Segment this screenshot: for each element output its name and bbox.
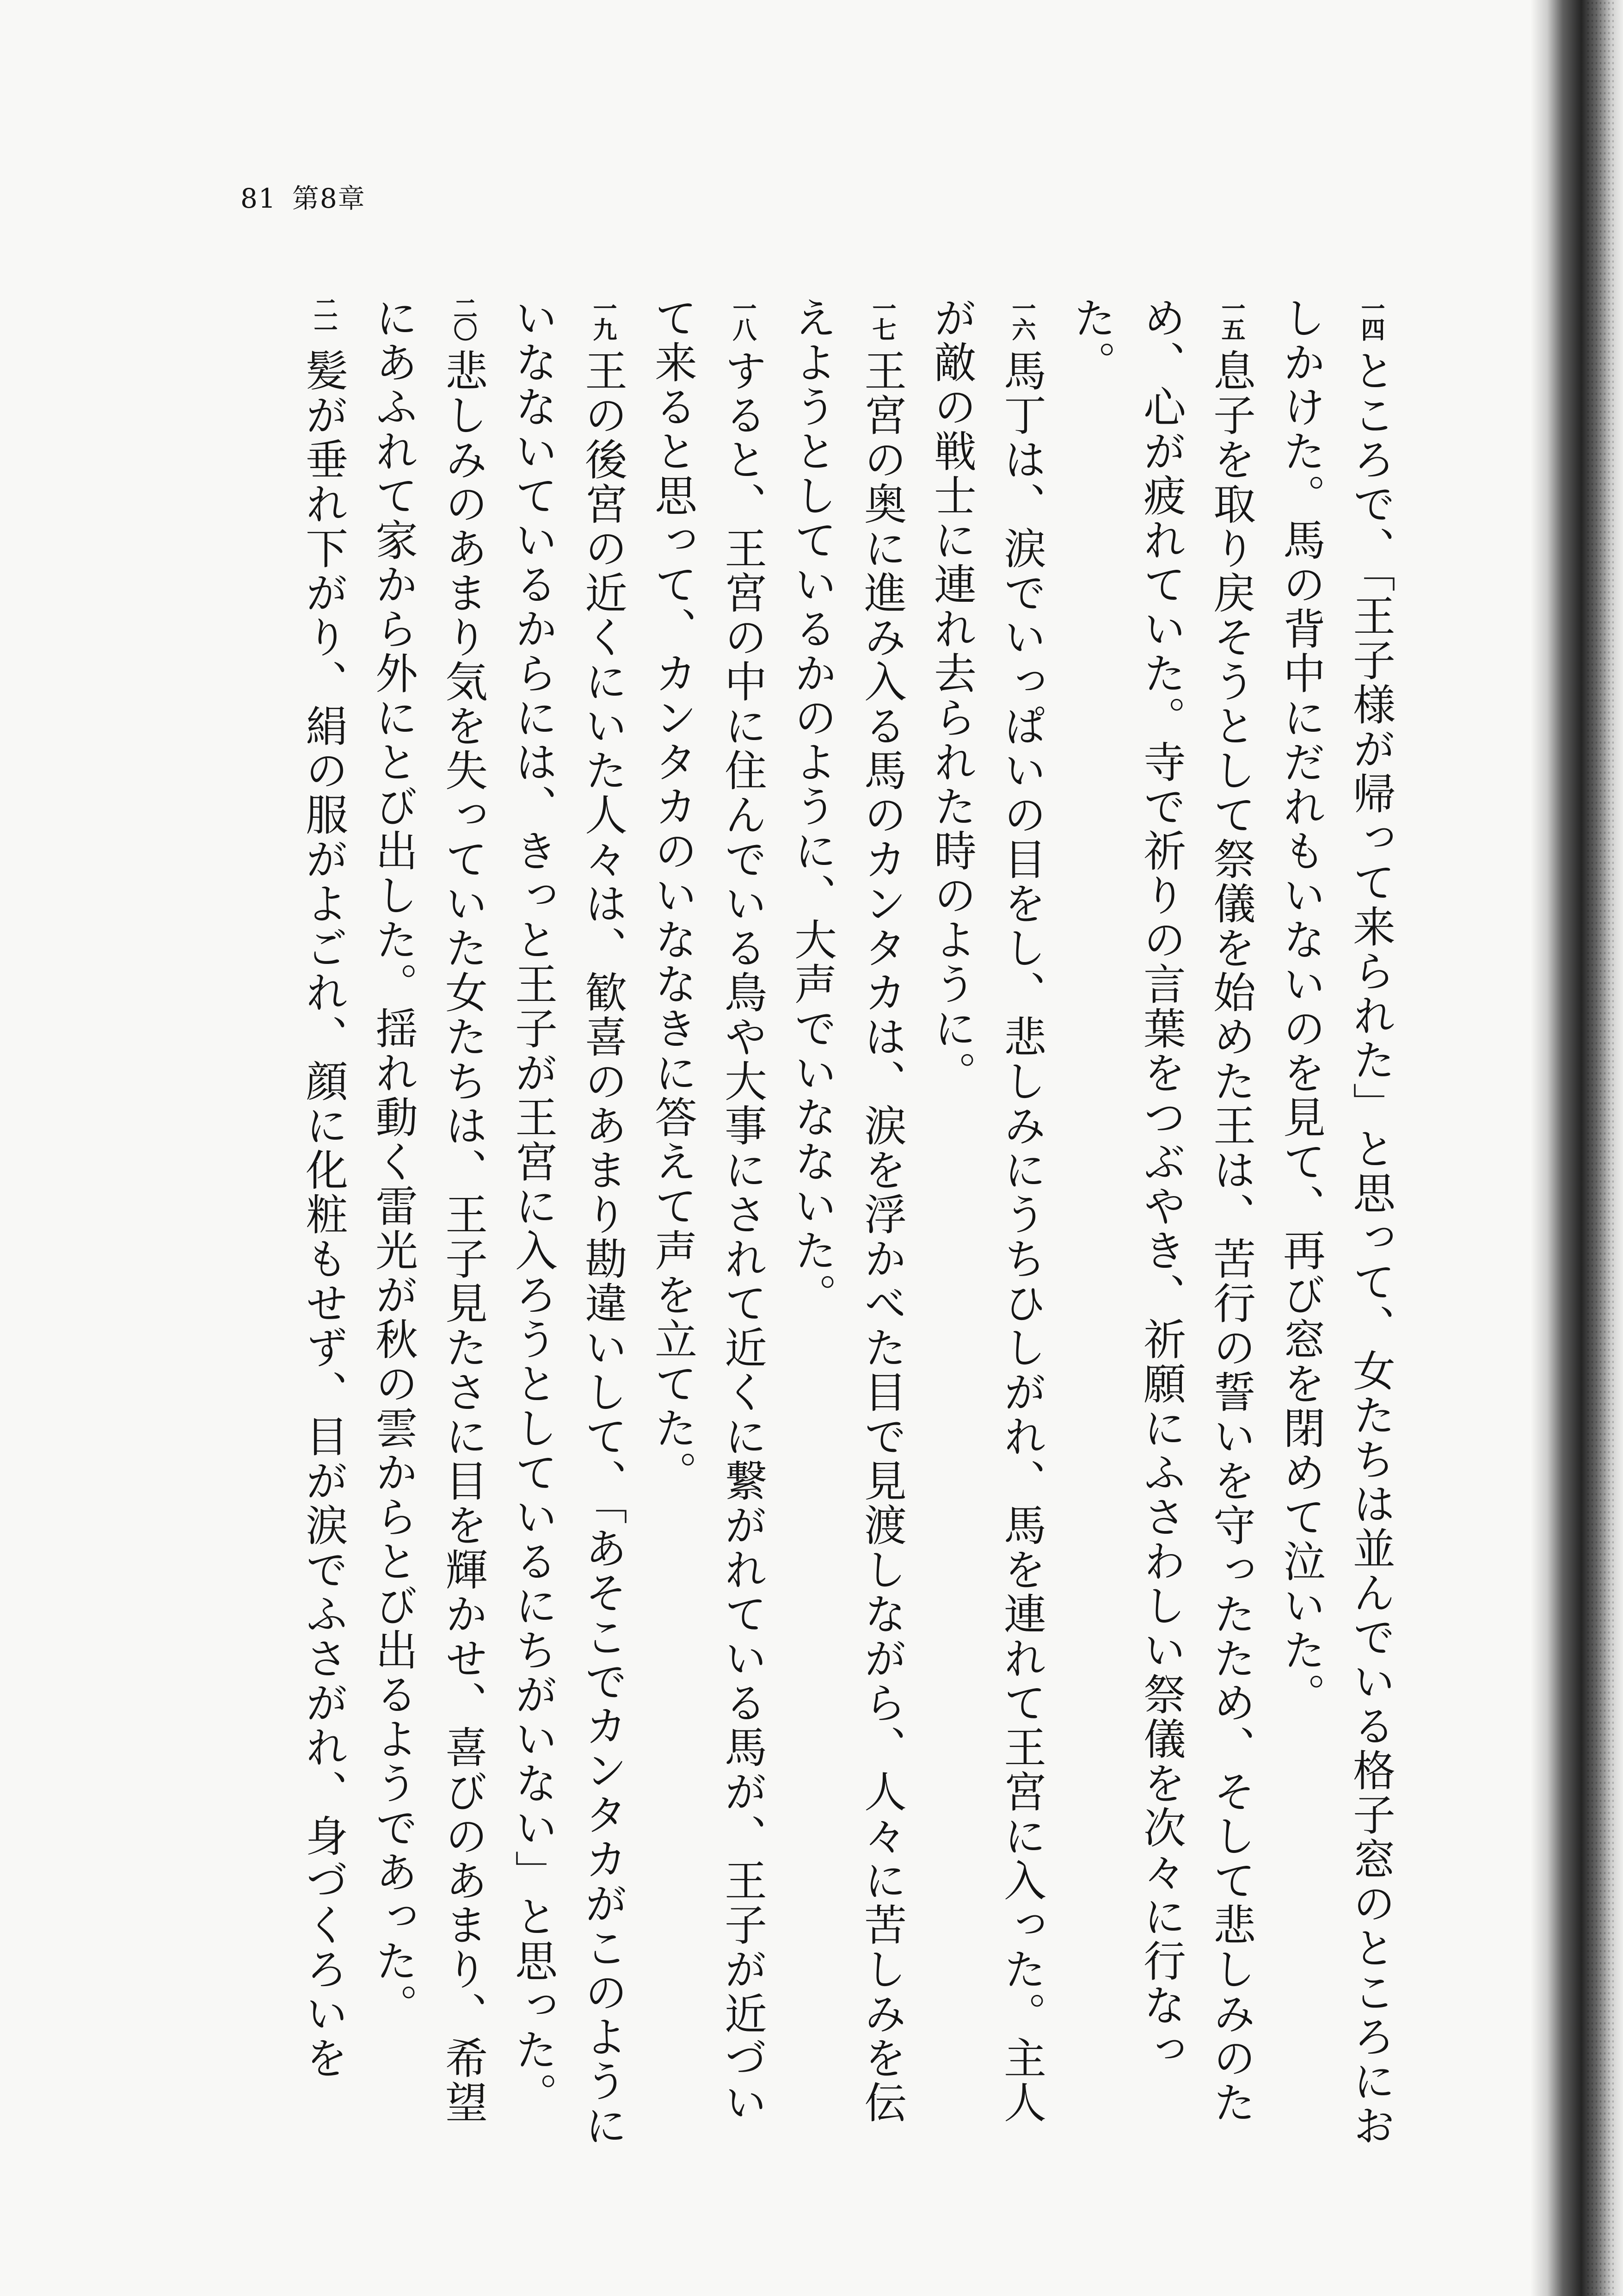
page-header	[240, 185, 366, 212]
verse-text: 王の後宮の近くにいた人々は、歓喜のあまり勘違いして、「あそこでカンタカがこのようにいなないているからには、きっと王子が王宮に入ろうとしているにちがいない」と思った。	[508, 296, 627, 2148]
verse-text: 髪が垂れ下がり、絹の服がよごれ、顔に化粧もせず、目が涙でふさがれ、身づくろいを	[299, 349, 348, 2080]
verse-18	[638, 296, 777, 2151]
chapter-title: 第8章	[292, 183, 366, 214]
verse-15	[1057, 296, 1266, 2151]
verse-20	[358, 296, 498, 2151]
page-number: 81	[240, 183, 277, 214]
verse-text: 王宮の奥に進み入る馬のカンタカは、涙を浮かべた目で見渡しながら、人々に苦しみを伝えようとしているかのように、大声でいなないた。	[787, 296, 907, 2125]
verse-text: すると、王宮の中に住んでいる鳥や大事にされて近くに繋がれている馬が、王子が近づいて来ると思って、カンタカのいななきに答えて声を立てた。	[648, 296, 767, 2125]
verse-text: 息子を取り戻そうとして祭儀を始めた王は、苦行の誓いを守ったため、そして悲しみのため、心が疲れていた。寺で祈りの言葉をつぶやき、祈願にふさわしい祭儀を次々に行なった。	[1067, 296, 1256, 2125]
verse-number: 一五	[1217, 296, 1245, 339]
verse-number: 一七	[868, 296, 896, 339]
verse-text: 悲しみのあまり気を失っていた女たちは、王子見たさに目を輝かせ、喜びのあまり、希望にあふれて家から外にとび出した。揺れ動く雷光が秋の雲からとび出るようであった。	[369, 296, 488, 2125]
verse-number: 二一	[309, 296, 338, 339]
verse-17	[777, 296, 917, 2151]
vertical-text-body	[199, 296, 1406, 2151]
verse-number: 二〇	[449, 296, 477, 339]
verse-14	[1266, 296, 1406, 2151]
verse-number: 一四	[1357, 296, 1385, 339]
verse-number: 一八	[728, 296, 756, 339]
scanned-edge-speckle	[1586, 0, 1614, 2296]
verse-text: ところで、「王子様が帰って来られた」と思って、女たちは並んでいる格子窓のところにおしかけた。馬の背中にだれもいないのを見て、再び窓を閉めて泣いた。	[1276, 296, 1396, 2148]
verse-text: 馬丁は、涙でいっぱいの目をし、悲しみにうちひしがれ、馬を連れて王宮に入った。主人が敵の戦士に連れ去られた時のように。	[927, 296, 1046, 2125]
verse-19	[498, 296, 638, 2151]
verse-16	[917, 296, 1057, 2151]
verse-number: 一六	[1008, 296, 1036, 339]
verse-number: 一九	[589, 296, 617, 339]
verse-21	[289, 296, 358, 2151]
